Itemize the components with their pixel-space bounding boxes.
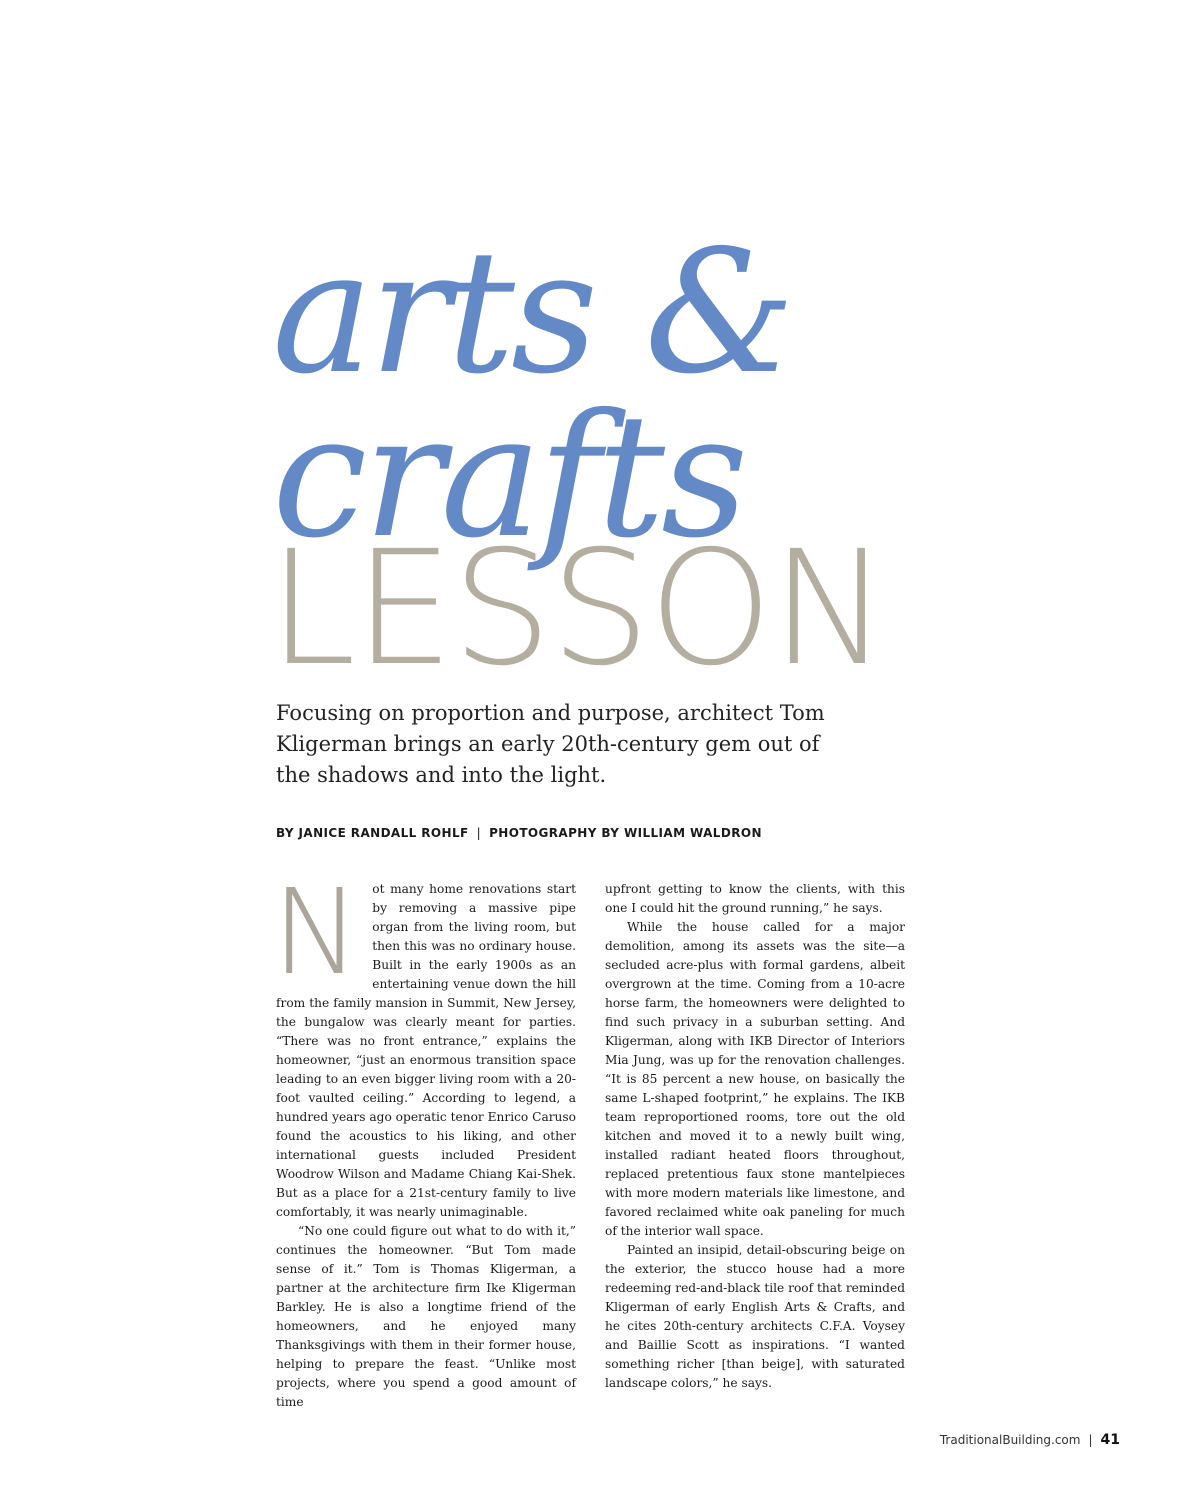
body-paragraph: upfront getting to know the clients, with this one I could hit the ground running,” he says.	[605, 882, 905, 915]
body-column-right	[605, 880, 905, 1393]
byline-author: BY JANICE RANDALL ROHLF	[276, 826, 469, 840]
title-line-crafts: crafts	[272, 378, 745, 576]
title-line-arts: arts &	[272, 214, 792, 412]
body-paragraph	[272, 863, 576, 1222]
byline-photographer: PHOTOGRAPHY BY WILLIAM WALDRON	[489, 826, 762, 840]
body-paragraph: Painted an insipid, detail-obscuring beige on the exterior, the stucco house had a more redeeming red-and-black tile roof that reminded Kligerman of early English Arts & Crafts, and he cites 20th-century architects C.F.A. Voysey and Baillie Scott as inspirations. “I wanted something richer [than beige], with saturated landscape colors,” he says.	[605, 1243, 905, 1390]
drop-cap: N	[272, 863, 361, 1001]
article-deck: Focusing on proportion and purpose, architect Tom Kligerman brings an early 20th-century gem out of the shadows and into the light.	[276, 701, 825, 787]
body-paragraph: While the house called for a major demolition, among its assets was the site—a secluded acre-plus with formal gardens, albeit overgrown at the time. Coming from a 10-acre horse farm, the homeowners were delighted to find such privacy in a suburban setting. And Kligerman, along with IKB Director of Interiors Mia Jung, was up for the renovation challenges. “It is 85 percent a new house, on basically the same L-shaped footprint,” he explains. The IKB team reproportioned rooms, tore out the old kitchen and moved it to a newly built wing, installed radiant heated floors throughout, replaced pretentious faux stone mantelpieces with more modern materials like limestone, and favored reclaimed white oak paneling for much of the interior wall space.	[605, 920, 905, 1238]
page-number: 41	[1100, 1432, 1120, 1448]
body-paragraph: “No one could figure out what to do with it,” continues the homeowner. “But Tom made sense of it.” Tom is Thomas Kligerman, a partner at the architecture firm Ike Kligerman Barkley. He is also a longtime friend of the homeowners, and he enjoyed many Thanksgivings with them in their former house, helping to prepare the feast. “Unlike most projects, where you spend a good amount of time	[276, 1224, 576, 1409]
byline-separator: |	[476, 826, 482, 840]
footer-separator: |	[1088, 1433, 1093, 1447]
title-line-lesson: LESSON	[268, 517, 887, 701]
body-column-left	[272, 863, 576, 1412]
byline	[276, 826, 762, 840]
page-footer	[940, 1432, 1120, 1448]
footer-site-name: TraditionalBuilding.com	[939, 1433, 1081, 1447]
body-paragraph-text: ot many home renovations start by removing a massive pipe organ from the living room, but then this was no ordinary house. Built in the early 1900s as an entertaining venue down the hill from the family mansion in Summit, New Jersey, the bungalow was clearly meant for parties. “There was no front entrance,” explains the homeowner, “just an enormous transition space leading to an even bigger living room with a 20-foot vaulted ceiling.” According to legend, a hundred years ago operatic tenor Enrico Caruso found the acoustics to his liking, and other international guests included President Woodrow Wilson and Madame Chiang Kai-Shek. But as a place for a 21st-century family to live comfortably, it was nearly unimaginable.	[276, 882, 576, 1219]
